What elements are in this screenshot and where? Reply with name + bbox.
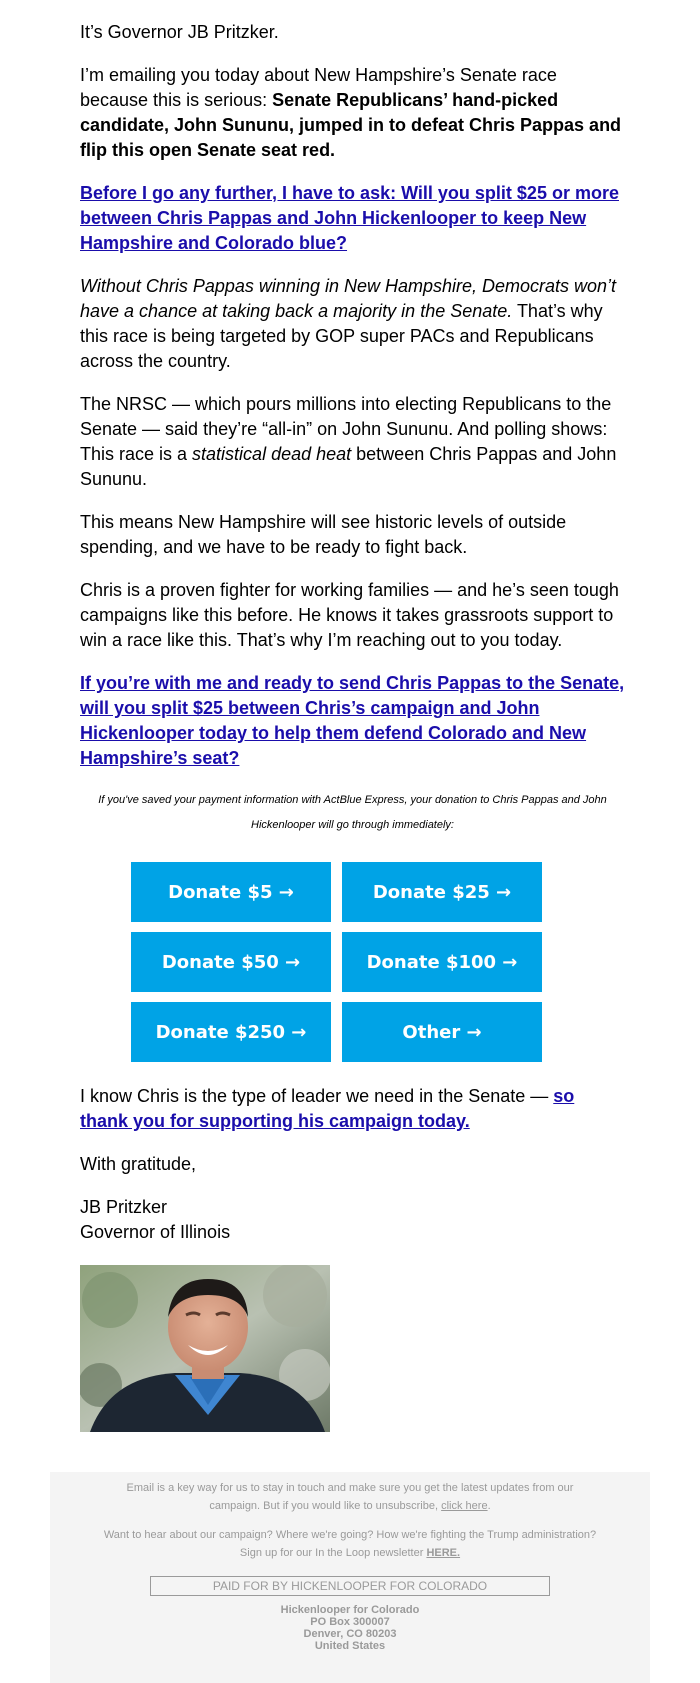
governor-photo-illustration [80, 1265, 330, 1432]
footer-address-line-4: United States [314, 1640, 386, 1652]
actblue-disclaimer [80, 788, 625, 838]
nrsc-text-end: between Chris Pappas and John Sununu. [80, 444, 617, 489]
footer-address-line-1: Hickenlooper for Colorado [280, 1604, 420, 1616]
footer-line-3 [50, 1526, 650, 1544]
senate-race-bold-text: Senate Republicans’ hand-picked candidate, John Sununu, jumped in to defeat Chris Pappas and flip this open Senate seat red. [80, 90, 622, 160]
donate-250-button[interactable]: Donate $250 → [131, 1002, 331, 1062]
paragraph-proven-fighter [80, 578, 625, 653]
footer-line-1 [50, 1479, 650, 1497]
footer-campaign-question-text: Want to hear about our campaign? Where we're going? How we're fighting the Trump administration? [103, 1529, 597, 1541]
footer-line-2 [50, 1497, 650, 1515]
paid-for-disclaimer: PAID FOR BY HICKENLOOPER FOR COLORADO [150, 1576, 550, 1596]
paragraph-senate-race [80, 63, 625, 163]
intro-text: It’s Governor JB Pritzker. [80, 22, 279, 42]
majority-text: That’s why this race is being targeted by GOP super PACs and Republicans across the country. [80, 301, 603, 371]
governor-photo [80, 1265, 330, 1432]
send-pappas-link[interactable]: If you’re with me and ready to send Chris Pappas to the Senate, will you split $25 between Chris’s campaign and John Hickenlooper today to help them defend Colorado and New Hampshire’s seat? [80, 673, 625, 768]
disclaimer-line-2: Hickenlooper will go through immediately: [251, 819, 454, 831]
footer-address-line-3: Denver, CO 80203 [303, 1628, 397, 1640]
signature-title: Governor of Illinois [80, 1222, 231, 1242]
paragraph-outside-spending [80, 510, 625, 560]
donate-ask-link[interactable]: Before I go any further, I have to ask: Will you split $25 or more between Chris Pappas and John Hickenlooper to keep New Hampshire and Colorado blue? [80, 183, 619, 253]
donate-25-button[interactable]: Donate $25 → [342, 862, 542, 922]
intro-paragraph [80, 20, 625, 45]
footer-line-4 [50, 1544, 650, 1562]
footer-address-line-2: PO Box 300007 [310, 1616, 390, 1628]
paragraph-nrsc [80, 392, 625, 492]
thank-you-link[interactable]: so thank you for supporting his campaign today. [80, 1086, 575, 1131]
closing-text: I know Chris is the type of leader we need in the Senate — [80, 1086, 554, 1106]
footer-stay-in-touch-text: Email is a key way for us to stay in touch and make sure you get the latest updates from our [126, 1482, 574, 1494]
donate-5-button[interactable]: Donate $5 → [131, 862, 331, 922]
footer-line-2-end: . [487, 1500, 491, 1512]
signature-name: JB Pritzker [80, 1197, 168, 1217]
paragraph-closing [80, 1084, 625, 1134]
signoff [80, 1152, 625, 1177]
newsletter-link[interactable]: HERE. [426, 1547, 461, 1559]
paragraph-ask-link [80, 181, 625, 256]
signoff-text: With gratitude, [80, 1154, 197, 1174]
donate-100-button[interactable]: Donate $100 → [342, 932, 542, 992]
senate-race-text: I’m emailing you today about New Hampshire’s Senate race because this is serious: [80, 65, 557, 110]
footer-unsubscribe-text: campaign. But if you would like to unsubscribe, [209, 1500, 442, 1512]
nrsc-text: The NRSC — which pours millions into electing Republicans to the Senate — said they’re “all-in” on John Sununu. And polling shows: This race is a [80, 394, 612, 464]
donate-other-button[interactable]: Other → [342, 1002, 542, 1062]
footer-newsletter-text: Sign up for our In the Loop newsletter [239, 1547, 427, 1559]
signature [80, 1195, 625, 1245]
disclaimer-line-1: If you've saved your payment information with ActBlue Express, your donation to Chris Pappas and John [98, 794, 607, 806]
proven-fighter-text: Chris is a proven fighter for working families — and he’s seen tough campaigns like this before. He knows it takes grassroots support to win a race like this. That’s why I’m reaching out to you today. [80, 580, 619, 650]
paragraph-send-pappas-link [80, 671, 625, 771]
email-footer [50, 1472, 650, 1683]
majority-italic-text: Without Chris Pappas winning in New Hampshire, Democrats won’t have a chance at taking back a majority in the Senate. [80, 276, 617, 321]
dead-heat-italic-text: statistical dead heat [192, 444, 352, 464]
paragraph-majority [80, 274, 625, 374]
donate-50-button[interactable]: Donate $50 → [131, 932, 331, 992]
outside-spending-text: This means New Hampshire will see historic levels of outside spending, and we have to be ready to fight back. [80, 512, 567, 557]
unsubscribe-link[interactable]: click here [441, 1500, 488, 1512]
